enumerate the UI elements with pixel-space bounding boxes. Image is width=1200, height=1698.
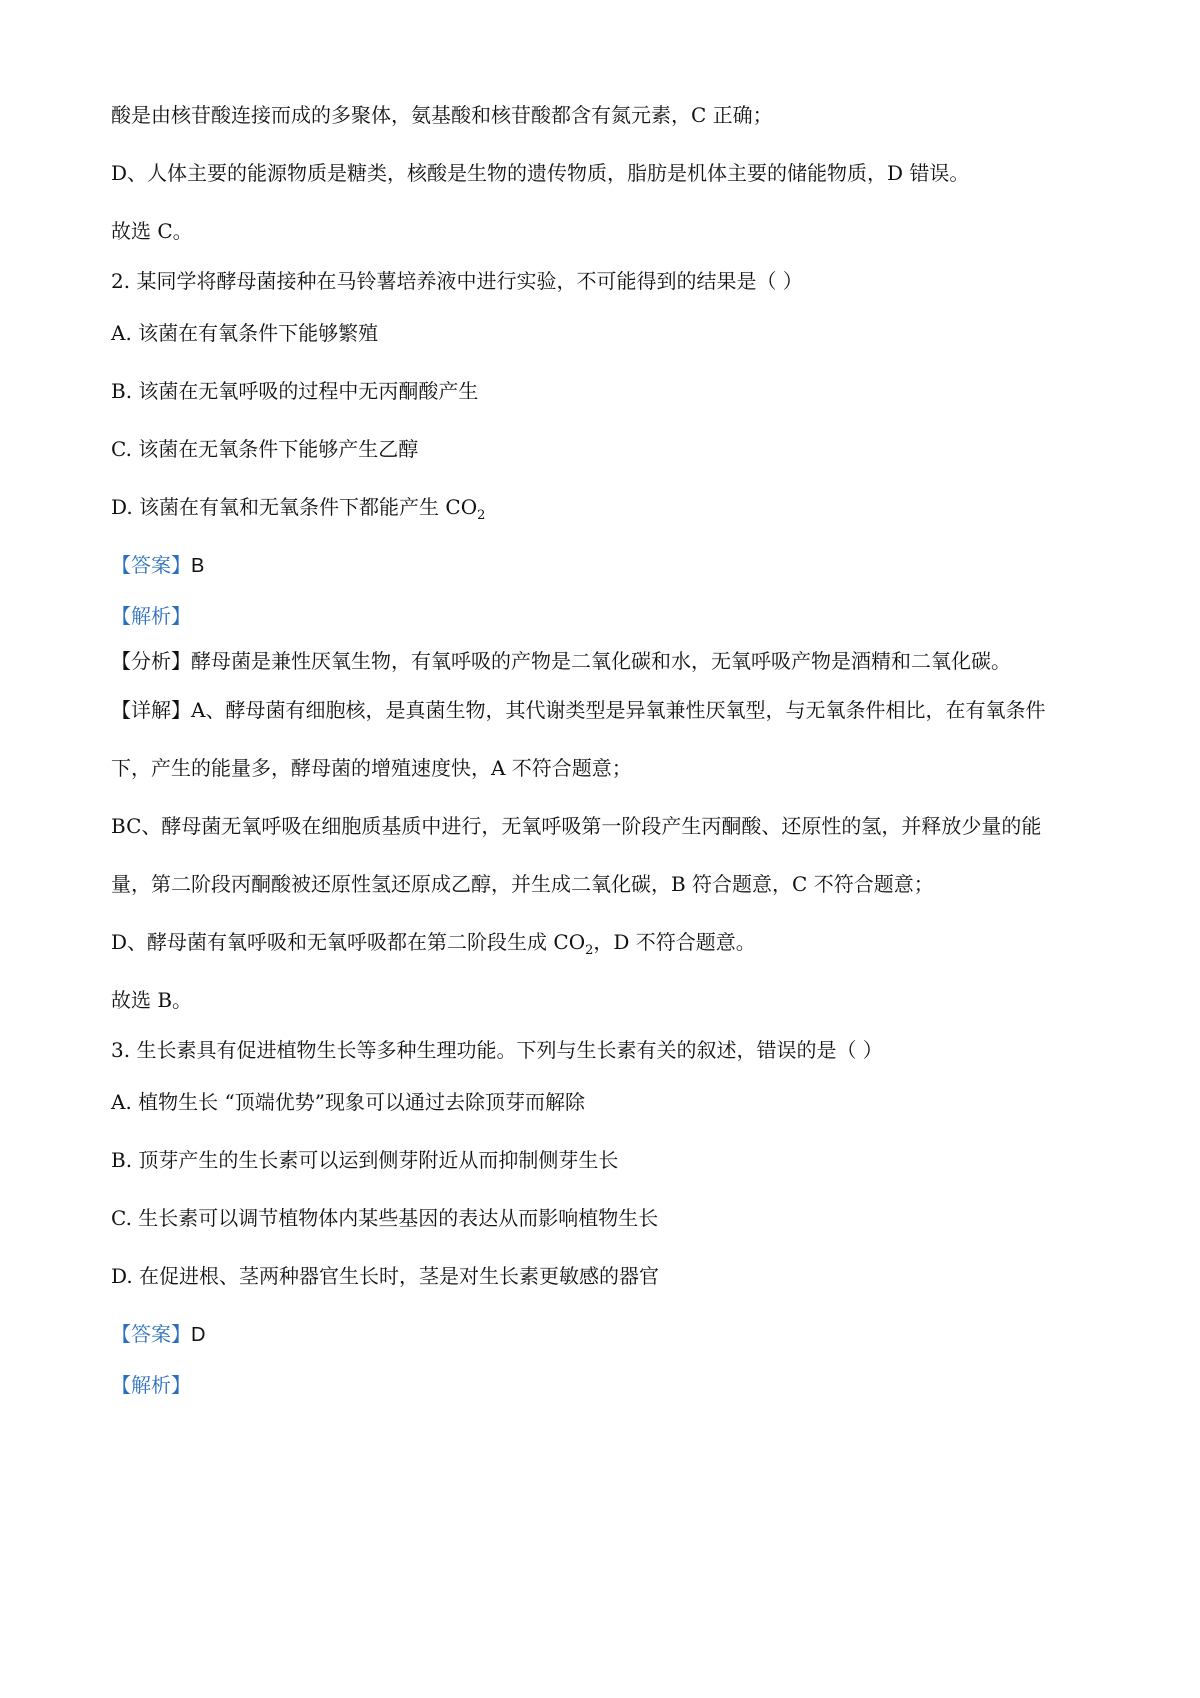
question-3-option-d: D. 在促进根、茎两种器官生长时，茎是对生长素更敏感的器官 xyxy=(111,1264,660,1288)
answer-2 xyxy=(111,551,204,580)
text-line: 故选 C。 xyxy=(111,219,193,243)
answer-tag: 【答案】 xyxy=(111,1322,191,1346)
question-3-option-a: A. 植物生长 “顶端优势”现象可以通过去除顶芽而解除 xyxy=(111,1090,585,1114)
answer-value: D xyxy=(191,1324,206,1346)
detail-text: 量，第二阶段丙酮酸被还原性氢还原成乙醇，并生成二氧化碳，B 符合题意，C 不符合题意； xyxy=(111,872,934,896)
question-3: 3. 生长素具有促进植物生长等多种生理功能。下列与生长素有关的叙述，错误的是（ ） xyxy=(111,1038,883,1062)
question-2-option-c: C. 该菌在无氧条件下能够产生乙醇 xyxy=(111,437,419,461)
answer-tag: 【答案】 xyxy=(111,553,191,577)
answer-3 xyxy=(111,1320,205,1349)
detail-text xyxy=(111,928,756,965)
detail-part: ，D 不符合题意。 xyxy=(593,930,756,954)
subscript: 2 xyxy=(477,508,486,523)
detail-text: 下，产生的能量多，酵母菌的增殖速度快，A 不符合题意； xyxy=(111,756,632,780)
detail-text: BC、酵母菌无氧呼吸在细胞质基质中进行，无氧呼吸第一阶段产生丙酮酸、还原性的氢，并释放少量的能 xyxy=(111,814,1042,838)
analysis-tag: 【解析】 xyxy=(111,604,191,628)
conclusion-text: 故选 B。 xyxy=(111,988,193,1012)
detail-text: 【详解】A、酵母菌有细胞核，是真菌生物，其代谢类型是异氧兼性厌氧型，与无氧条件相比，在有氧条件 xyxy=(111,698,1046,722)
text-line: D、人体主要的能源物质是糖类，核酸是生物的遗传物质，脂肪是机体主要的储能物质，D 错误。 xyxy=(111,161,970,185)
option-d-text: D. 该菌在有氧和无氧条件下都能产生 CO xyxy=(111,495,478,519)
analysis-tag: 【解析】 xyxy=(111,1373,191,1397)
question-2: 2. 某同学将酵母菌接种在马铃薯培养液中进行实验，不可能得到的结果是（ ） xyxy=(111,269,803,293)
analysis-text: 【分析】酵母菌是兼性厌氧生物，有氧呼吸的产物是二氧化碳和水，无氧呼吸产物是酒精和二氧化碳。 xyxy=(111,649,1011,673)
question-3-option-c: C. 生长素可以调节植物体内某些基因的表达从而影响植物生长 xyxy=(111,1206,659,1230)
text-line: 酸是由核苷酸连接而成的多聚体，氨基酸和核苷酸都含有氮元素，C 正确； xyxy=(111,103,773,127)
detail-part: D、酵母菌有氧呼吸和无氧呼吸都在第二阶段生成 CO xyxy=(111,930,586,954)
question-2-option-a: A. 该菌在有氧条件下能够繁殖 xyxy=(111,321,379,345)
answer-value: B xyxy=(191,555,205,577)
subscript: 2 xyxy=(585,943,594,958)
question-2-option-d xyxy=(111,493,485,530)
question-2-option-b: B. 该菌在无氧呼吸的过程中无丙酮酸产生 xyxy=(111,379,479,403)
question-3-option-b: B. 顶芽产生的生长素可以运到侧芽附近从而抑制侧芽生长 xyxy=(111,1148,619,1172)
